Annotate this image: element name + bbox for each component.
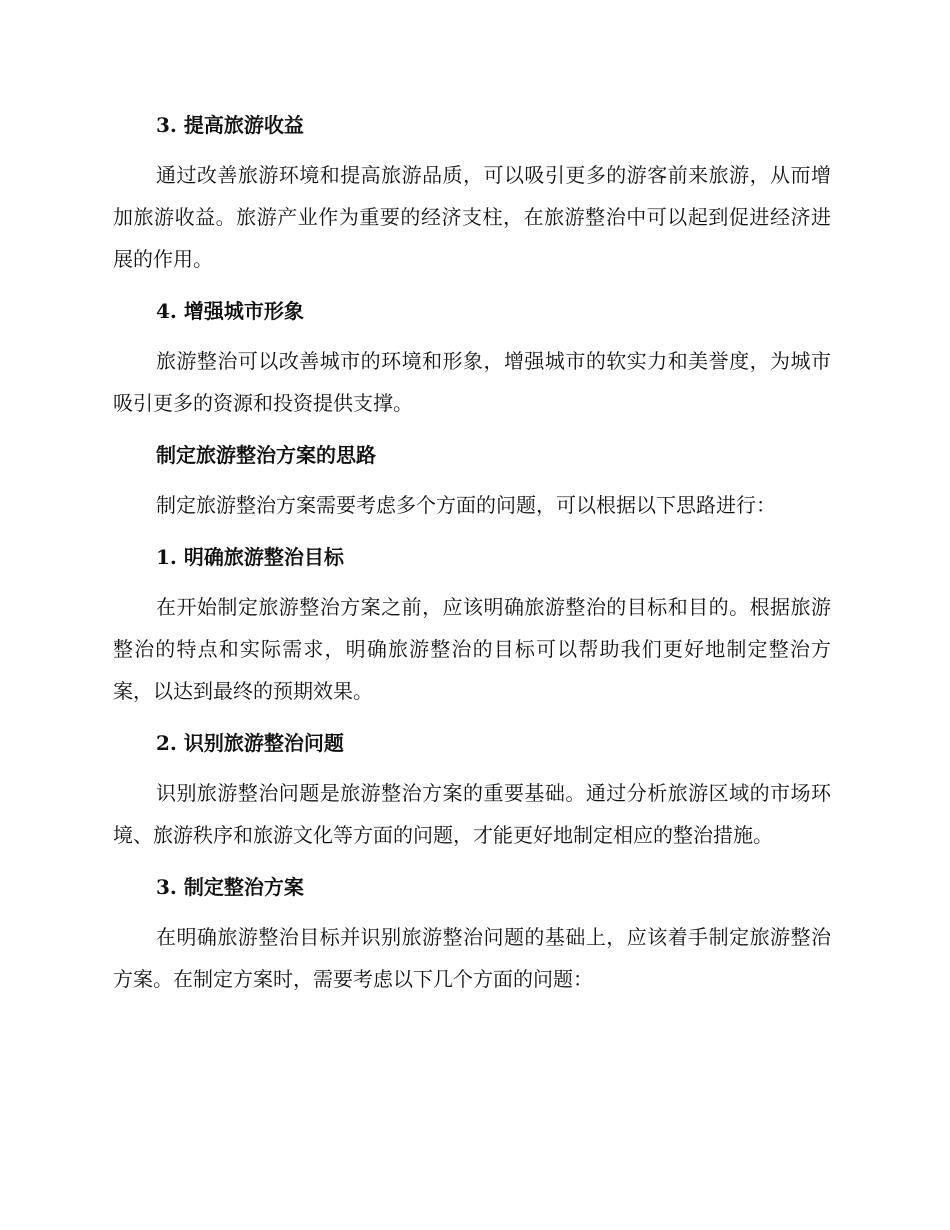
document-body: [113, 104, 831, 1010]
paragraph-city-image: 旅游整治可以改善城市的环境和形象，增强城市的软实力和美誉度，为城市吸引更多的资源和投资提供支撑。: [113, 349, 831, 415]
paragraph-define-goals: 在开始制定旅游整治方案之前，应该明确旅游整治的目标和目的。根据旅游整治的特点和实际需求，明确旅游整治的目标可以帮助我们更好地制定整治方案，以达到最终的预期效果。: [113, 595, 831, 703]
section-heading-increase-revenue: 3. 提高旅游收益: [156, 113, 304, 137]
section-heading-identify-problems: 2. 识别旅游整治问题: [156, 731, 344, 755]
section-heading-city-image: 4. 增强城市形象: [156, 299, 304, 323]
section-heading-define-goals: 1. 明确旅游整治目标: [156, 545, 344, 569]
paragraph-plan-approach: 制定旅游整治方案需要考虑多个方面的问题，可以根据以下思路进行：: [156, 493, 776, 517]
section-heading-make-plan: 3. 制定整治方案: [156, 875, 304, 899]
paragraph-make-plan: 在明确旅游整治目标并识别旅游整治问题的基础上，应该着手制定旅游整治方案。在制定方案时，需要考虑以下几个方面的问题：: [113, 925, 831, 991]
section-heading-plan-approach: 制定旅游整治方案的思路: [156, 443, 376, 467]
paragraph-identify-problems: 识别旅游整治问题是旅游整治方案的重要基础。通过分析旅游区域的市场环境、旅游秩序和旅游文化等方面的问题，才能更好地制定相应的整治措施。: [113, 781, 831, 847]
paragraph-increase-revenue: 通过改善旅游环境和提高旅游品质，可以吸引更多的游客前来旅游，从而增加旅游收益。旅游产业作为重要的经济支柱，在旅游整治中可以起到促进经济进展的作用。: [113, 163, 831, 271]
